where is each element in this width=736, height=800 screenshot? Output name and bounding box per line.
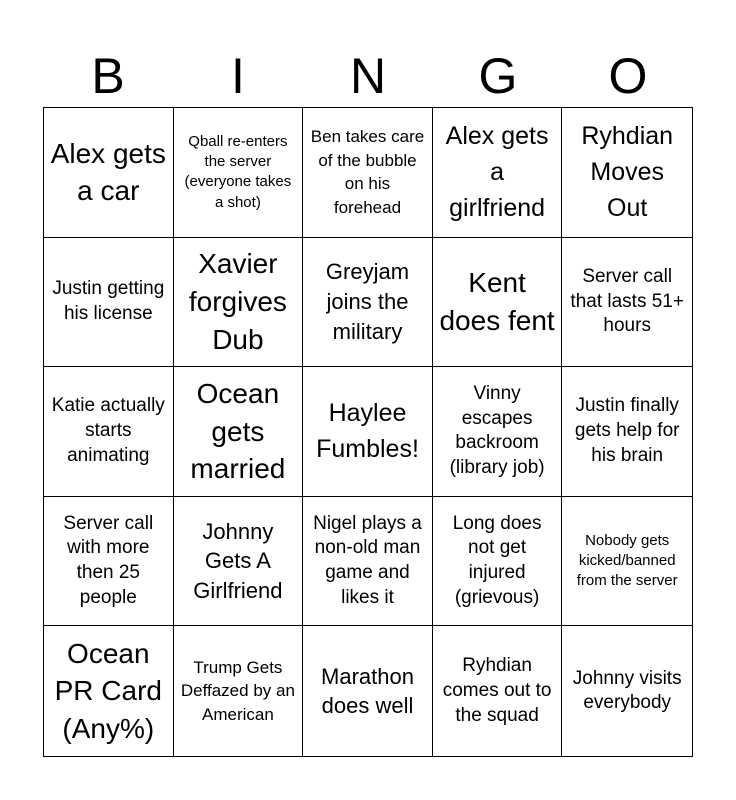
bingo-cell[interactable]: Ben takes care of the bubble on his forehead: [303, 108, 433, 238]
bingo-cell[interactable]: Xavier forgives Dub: [174, 238, 304, 368]
header-letter-b: B: [91, 48, 125, 104]
bingo-cell[interactable]: Qball re-enters the server (everyone takes a shot): [174, 108, 304, 238]
bingo-cell[interactable]: Johnny Gets A Girlfriend: [174, 497, 304, 627]
header-letter-g: G: [478, 48, 518, 104]
bingo-cell[interactable]: Trump Gets Deffazed by an American: [174, 626, 304, 756]
bingo-cell[interactable]: Greyjam joins the military: [303, 238, 433, 368]
bingo-cell[interactable]: Alex gets a car: [44, 108, 174, 238]
header-letter-n: N: [349, 48, 387, 104]
bingo-cell[interactable]: Ryhdian comes out to the squad: [433, 626, 563, 756]
bingo-cell[interactable]: Katie actually starts animating: [44, 367, 174, 497]
bingo-board: [43, 107, 693, 757]
bingo-cell[interactable]: Justin finally gets help for his brain: [562, 367, 692, 497]
bingo-cell[interactable]: Vinny escapes backroom (library job): [433, 367, 563, 497]
bingo-cell[interactable]: Alex gets a girlfriend: [433, 108, 563, 238]
bingo-header: [43, 46, 693, 106]
bingo-cell[interactable]: Nobody gets kicked/banned from the server: [562, 497, 692, 627]
bingo-cell[interactable]: Ocean gets married: [174, 367, 304, 497]
header-letter-i: I: [231, 48, 245, 104]
bingo-cell[interactable]: Kent does fent: [433, 238, 563, 368]
bingo-cell[interactable]: Nigel plays a non-old man game and likes it: [303, 497, 433, 627]
bingo-cell[interactable]: Johnny visits everybody: [572, 667, 682, 714]
bingo-cell[interactable]: Justin getting his license: [44, 238, 174, 368]
bingo-cell[interactable]: Ocean PR Card (Any%): [44, 626, 174, 756]
bingo-cell[interactable]: Server call with more then 25 people: [44, 497, 174, 627]
bingo-cell[interactable]: Server call that lasts 51+ hours: [562, 238, 692, 368]
bingo-cell[interactable]: Ryhdian Moves Out: [562, 108, 692, 238]
bingo-cell[interactable]: Marathon does well: [303, 626, 433, 756]
bingo-cell[interactable]: Long does not get injured (grievous): [433, 497, 563, 627]
bingo-cell[interactable]: Haylee Fumbles!: [303, 367, 433, 497]
header-letter-o: O: [608, 48, 648, 104]
